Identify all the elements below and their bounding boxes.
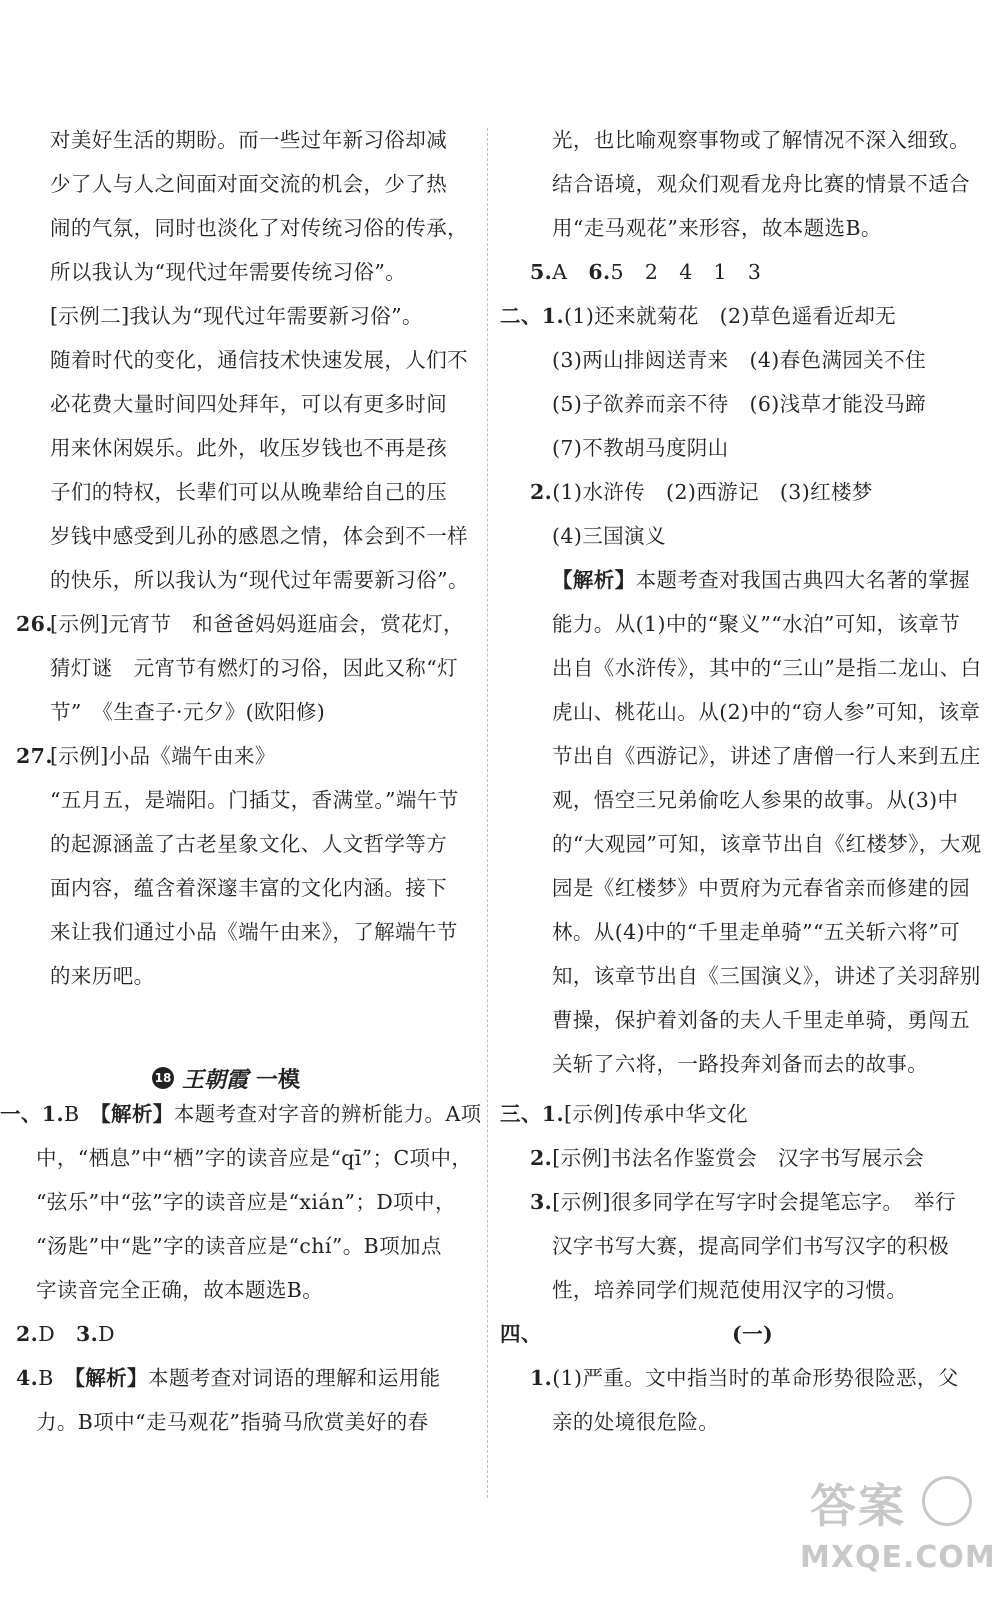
column-divider — [487, 128, 488, 1498]
text-line: 汉字书写大赛，提高同学们书写汉字的积极 — [552, 1234, 950, 1258]
text-line: “弦乐”中“弦”字的读音应是“xián”；D项中， — [36, 1190, 456, 1214]
text-line: 节出自《西游记》，讲述了唐僧一行人来到五庄 — [552, 744, 981, 768]
text-line: 性，培养同学们规范使用汉字的习惯。 — [552, 1278, 908, 1302]
text-line: “五月五，是端阳。门插艾，香满堂。”端午节 — [50, 788, 459, 812]
text-line: 虎山、桃花山。从(2)中的“窃人参”可知，该章 — [552, 700, 981, 724]
question-number: 5. — [530, 260, 553, 284]
text-line: 林。从(4)中的“千里走单骑”“五关斩六将”可 — [552, 920, 961, 944]
text-line: 关斩了六将，一路投奔刘备而去的故事。 — [552, 1052, 929, 1076]
analysis-tag: 【解析】 — [552, 568, 636, 592]
analysis-tag: 【解析】 — [74, 1366, 148, 1390]
text-line: 观，悟空三兄弟偷吃人参果的故事。从(3)中 — [552, 788, 959, 812]
answer-letter: B — [64, 1102, 101, 1126]
text-line: 必花费大量时间四处拜年，可以有更多时间 — [50, 392, 448, 416]
text-line: 的起源涵盖了古老星象文化、人文哲学等方 — [50, 832, 448, 856]
text-line: 用来休闲娱乐。此外，收压岁钱也不再是孩 — [50, 436, 448, 460]
question-number: 2. — [530, 1146, 553, 1170]
answer-row — [530, 478, 873, 506]
analysis-tag: 【解析】 — [100, 1102, 174, 1126]
section-number: 二、1. — [500, 304, 565, 328]
text-line: 本题考查对词语的理解和运用能 — [147, 1366, 441, 1390]
text-line: 中，“栖息”中“栖”字的读音应是“qī”；C项中， — [36, 1146, 473, 1170]
text-line: (3)两山排闼送青来 (4)春色满园关不住 — [552, 348, 926, 372]
answer-letter: D — [38, 1322, 76, 1346]
text-line: 闹的气氛，同时也淡化了对传统习俗的传承， — [50, 216, 468, 240]
text-line: 来让我们通过小品《端午由来》，了解端午节 — [50, 920, 458, 944]
question-number: 26. — [16, 612, 53, 636]
section-number: 四、 — [500, 1322, 542, 1346]
text-line: 本题考查对字音的辨析能力。A项 — [173, 1102, 482, 1126]
answer-letter: D — [98, 1322, 115, 1346]
question-number: 3. — [530, 1190, 553, 1214]
text-line: 出自《水浒传》，其中的“三山”是指二龙山、白 — [552, 656, 982, 680]
text-line: 力。B项中“走马观花”指骑马欣赏美好的春 — [36, 1410, 429, 1434]
text-line: 字读音完全正确，故本题选B。 — [36, 1278, 324, 1302]
chapter-number-badge: 18 — [152, 1067, 174, 1089]
question-number: 3. — [75, 1322, 99, 1346]
question-number: 4. — [16, 1366, 39, 1390]
question-number: 2. — [530, 480, 553, 504]
watermark-circle-icon — [922, 1476, 972, 1526]
text-line: (7)不教胡马度阴山 — [552, 436, 729, 460]
brand-logo: 王朝霞 — [182, 1066, 249, 1093]
text-line: 本题考查对我国古典四大名著的掌握 — [635, 568, 971, 592]
question-number: 27. — [16, 744, 53, 768]
text-line: [示例]元宵节 和爸爸妈妈逛庙会，赏花灯， — [50, 612, 464, 636]
answer-letter: B — [38, 1366, 75, 1390]
text-line: 节” 《生查子·元夕》(欧阳修) — [50, 700, 326, 724]
text-line: 少了人与人之间面对面交流的机会，少了热 — [50, 172, 448, 196]
text-line: [示例]很多同学在写字时会提笔忘字。 举行 — [552, 1190, 956, 1214]
text-line: 随着时代的变化，通信技术快速发展，人们不 — [50, 348, 468, 372]
section-number: 三、1. — [500, 1102, 565, 1126]
text-line: 的快乐，所以我认为“现代过年需要新习俗”。 — [50, 568, 469, 592]
answer-row — [530, 1364, 959, 1392]
answer-row — [530, 1144, 924, 1172]
text-line: 用“走马观花”来形容，故本题选B。 — [552, 216, 882, 240]
answer-row — [500, 302, 896, 330]
text-line: [示例二]我认为“现代过年需要新习俗”。 — [50, 304, 423, 328]
text-line: 知，该章节出自《三国演义》，讲述了关羽辞别 — [552, 964, 981, 988]
text-line: (4)三国演义 — [552, 524, 666, 548]
question-number: 1. — [530, 1366, 553, 1390]
chapter-heading — [152, 1061, 300, 1095]
text-line: 亲的处境很危险。 — [552, 1410, 720, 1434]
text-line: 所以我认为“现代过年需要传统习俗”。 — [50, 260, 407, 284]
text-line: 能力。从(1)中的“聚义”“水泊”可知，该章节 — [552, 612, 961, 636]
text-line: [示例]传承中华文化 — [564, 1102, 749, 1126]
text-line: [示例]书法名作鉴赏会 汉字书写展示会 — [552, 1146, 925, 1170]
chapter-title: 一模 — [256, 1067, 301, 1093]
text-line: 结合语境，观众们观看龙舟比赛的情景不适合 — [552, 172, 970, 196]
watermark-text: 答案 — [810, 1479, 906, 1533]
text-line: 园是《红楼梦》中贾府为元春省亲而修建的园 — [552, 876, 970, 900]
text-line: (1)还来就菊花 (2)草色遥看近却无 — [564, 304, 897, 328]
answer-row — [16, 1364, 441, 1392]
text-line: (5)子欲养而亲不待 (6)浅草才能没马蹄 — [552, 392, 926, 416]
site-watermark — [800, 1470, 996, 1595]
text-line: (1)严重。文中指当时的革命形势很险恶，父 — [552, 1366, 959, 1390]
text-line: “汤匙”中“匙”字的读音应是“chí”。B项加点 — [36, 1234, 442, 1258]
answer-row — [0, 1100, 486, 1128]
subsection-heading: (一) — [732, 1322, 774, 1346]
text-line: 光，也比喻观察事物或了解情况不深入细致。 — [552, 128, 970, 152]
answer-row — [530, 258, 761, 286]
text-line: 子们的特权，长辈们可以从晚辈给自己的压 — [50, 480, 448, 504]
text-line: 的来历吧。 — [50, 964, 155, 988]
answer-sequence: 5 2 4 1 3 — [610, 260, 762, 284]
text-line: 面内容，蕴含着深邃丰富的文化内涵。接下 — [50, 876, 448, 900]
watermark-url: MXQE.COM — [800, 1540, 996, 1575]
answer-row — [530, 1188, 956, 1216]
text-line: 岁钱中感受到儿孙的感恩之情，体会到不一样 — [50, 524, 468, 548]
answer-row — [500, 1100, 748, 1128]
question-number: 6. — [588, 260, 611, 284]
text-line: (1)水浒传 (2)西游记 (3)红楼梦 — [552, 480, 873, 504]
text-line: 曹操，保护着刘备的夫人千里走单骑，勇闯五 — [552, 1008, 970, 1032]
answer-row — [552, 566, 970, 594]
question-number: 2. — [16, 1322, 39, 1346]
answer-row — [16, 1320, 115, 1348]
text-line: 猜灯谜 元宵节有燃灯的习俗，因此又称“灯 — [50, 656, 458, 680]
text-line: [示例]小品《端午由来》 — [50, 744, 276, 768]
text-line: 对美好生活的期盼。而一些过年新习俗却减 — [50, 128, 448, 152]
text-line: 的“大观园”可知，该章节出自《红楼梦》，大观 — [552, 832, 982, 856]
section-number: 一、1. — [0, 1102, 65, 1126]
answer-letter: A — [552, 260, 589, 284]
